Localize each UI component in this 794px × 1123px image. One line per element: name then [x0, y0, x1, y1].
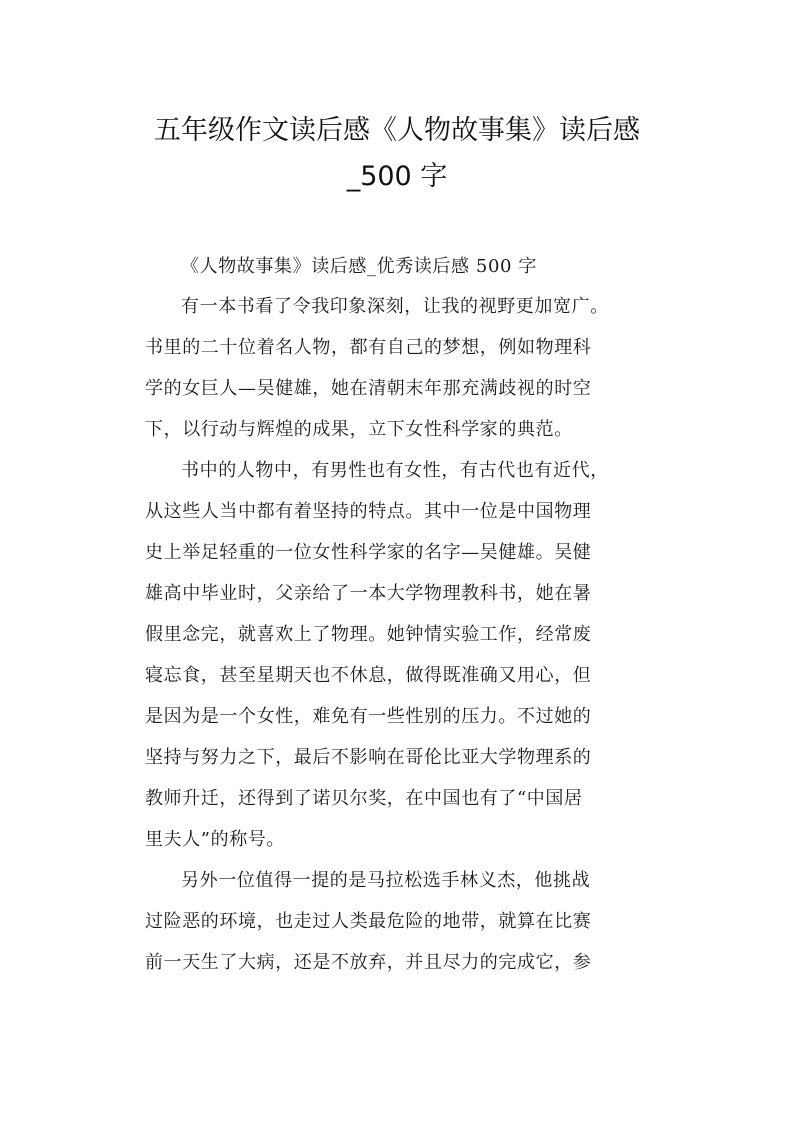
paragraph-line: 另外一位值得一提的是马拉松选手林义杰，他挑战 — [181, 870, 591, 891]
paragraph-line: 是因为是一个女性，难免有一些性别的压力。不过她的 — [145, 706, 592, 727]
paragraph-line: 过险恶的环境，也走过人类最危险的地带，就算在比赛 — [145, 911, 592, 932]
paragraph-line: 教师升迁，还得到了诺贝尔奖，在中国也有了“中国居 — [145, 788, 583, 809]
paragraph-line: 从这些人当中都有着坚持的特点。其中一位是中国物理 — [145, 501, 592, 522]
title-line-2: _500 字 — [346, 161, 448, 192]
paragraph-line: 史上举足轻重的一位女性科学家的名字—吴健雄。吴健 — [145, 542, 592, 563]
paragraph-line: 书里的二十位着名人物，都有自己的梦想，例如物理科 — [145, 337, 592, 358]
document-body — [145, 248, 675, 983]
paragraph-line: 学的女巨人—吴健雄，她在清朝末年那充满歧视的时空 — [145, 378, 592, 399]
paragraph-line: 假里念完，就喜欢上了物理。她钟情实验工作，经常废 — [145, 624, 592, 645]
paragraph-line: 雄高中毕业时，父亲给了一本大学物理教科书，她在暑 — [145, 583, 592, 604]
paragraph-line: 寝忘食，甚至星期天也不休息，做得既准确又用心，但 — [145, 665, 592, 686]
paragraph-line: 前一天生了大病，还是不放弃，并且尽力的完成它，参 — [145, 952, 592, 973]
paragraph-line: 下，以行动与辉煌的成果，立下女性科学家的典范。 — [145, 419, 573, 440]
paragraph-line: 坚持与努力之下，最后不影响在哥伦比亚大学物理系的 — [145, 747, 592, 768]
paragraph-line: 有一本书看了令我印象深刻，让我的视野更加宽广。 — [181, 296, 609, 317]
document-subtitle: 《人物故事集》读后感_优秀读后感 500 字 — [181, 256, 537, 277]
paragraph-line: 书中的人物中，有男性也有女性，有古代也有近代， — [181, 460, 609, 481]
paragraph-2 — [145, 450, 675, 860]
paragraph-3 — [145, 860, 675, 983]
paragraph-line: 里夫人”的称号。 — [145, 829, 286, 850]
title-line-1: 五年级作文读后感《人物故事集》读后感 — [154, 115, 640, 146]
document-title — [100, 108, 694, 200]
paragraph-1 — [145, 286, 675, 450]
